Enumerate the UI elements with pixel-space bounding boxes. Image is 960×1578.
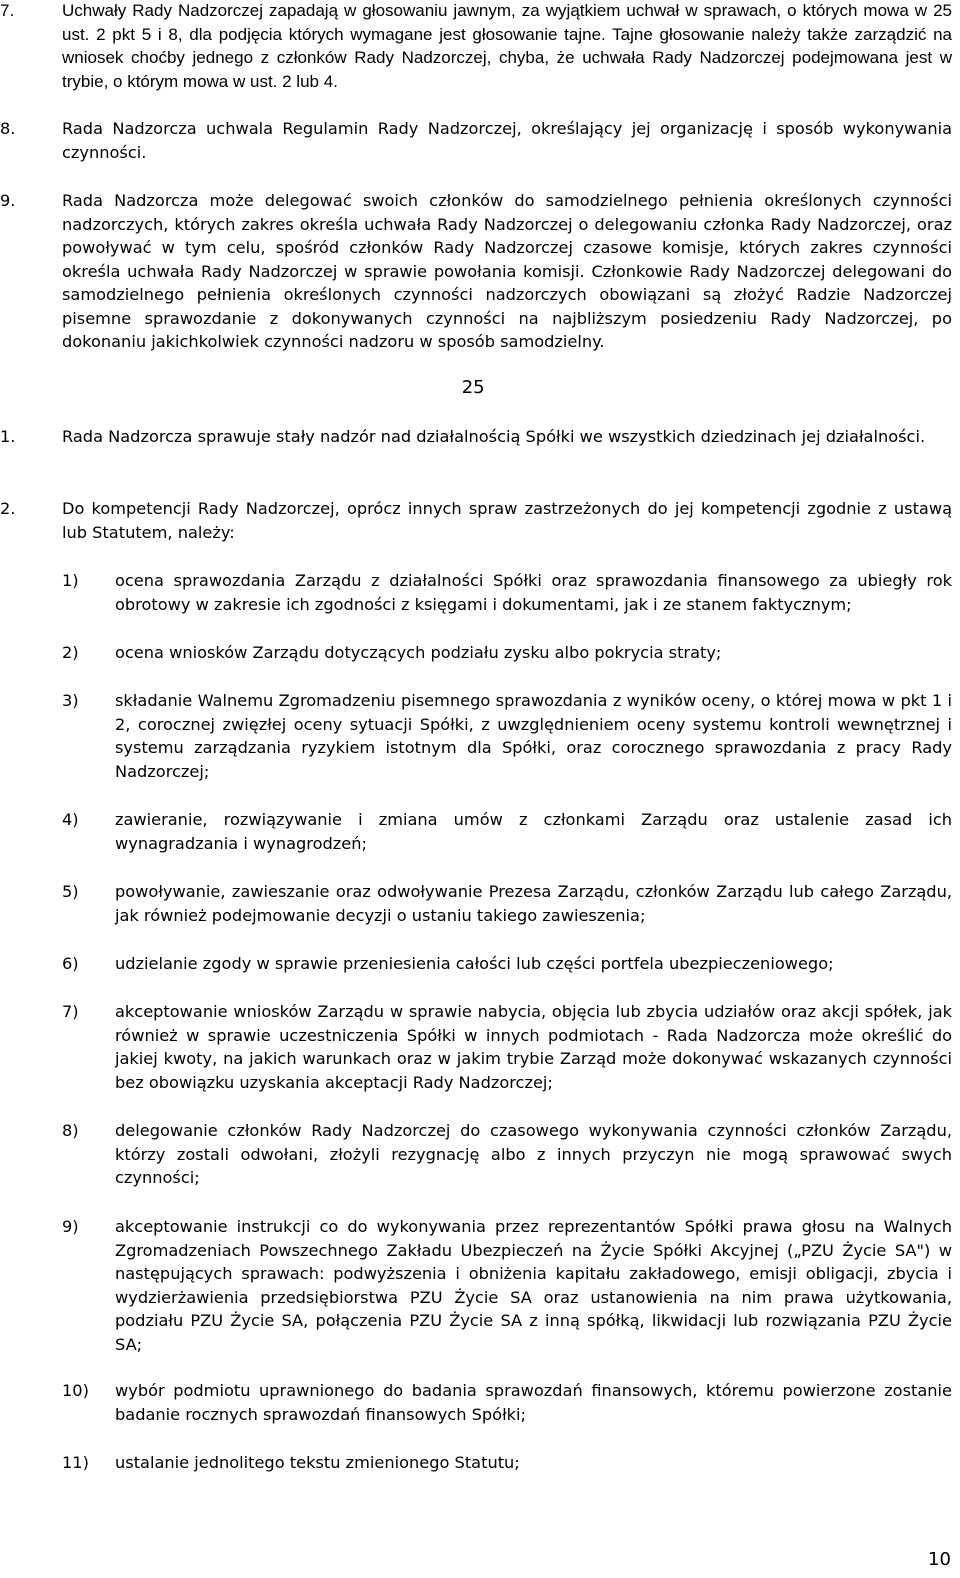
paragraph-text: Rada Nadzorcza sprawuje stały nadzór nad działalnością Spółki we wszystkich dziedzinach jej działalności. xyxy=(62,427,926,446)
list-item-number: 7) xyxy=(62,1002,79,1021)
paragraph-text: Rada Nadzorcza może delegować swoich członków do samodzielnego pełnienia określonych czynności nadzorczych, których zakres określa uchwała Rady Nadzorczej o delegowaniu członka Rady Nadzorczej, oraz powoływać w tym celu, spośród członków Rady Nadzorczej czasowe komisje, których zakres czynności określa uchwała Rady Nadzorczej w sprawie powołania komisji. Członkowie Rady Nadzorczej delegowani do samodzielnego pełnienia określonych czynności nadzorczych obowiązani są złożyć Radzie Nadzorczej pisemne sprawozdanie z dokonywanych czynności na najbliższym posiedzeniu Rady Nadzorczej, po dokonaniu jakichkolwiek czynności nadzoru w sposób samodzielny. xyxy=(62,191,952,351)
list-item-text: składanie Walnemu Zgromadzeniu pisemnego sprawozdania z wyników oceny, o której mowa w pkt 1 i 2, corocznej zwięzłej oceny sytuacji Spółki, z uwzględnieniem oceny systemu kontroli wewnętrznej i systemu zarządzania ryzykiem istotnym dla Spółki, oraz corocznego sprawozdania z pracy Rady Nadzorczej; xyxy=(115,691,952,781)
paragraph-text: Rada Nadzorcza uchwala Regulamin Rady Nadzorczej, określający jej organizację i sposób wykonywania czynności. xyxy=(62,119,952,162)
list-item-number: 11) xyxy=(62,1453,89,1472)
list-item-number: 2) xyxy=(62,643,79,662)
section-number: 25 xyxy=(461,377,485,398)
list-item-number: 5) xyxy=(62,882,79,901)
list-item-number: 9) xyxy=(62,1217,79,1236)
list-item-number: 4) xyxy=(62,810,79,829)
section-heading xyxy=(456,376,485,400)
list-item-text: wybór podmiotu uprawnionego do badania sprawozdań finansowych, któremu powierzone zostanie badanie rocznych sprawozdań finansowych Spółki; xyxy=(115,1381,952,1424)
list-item-text: powoływanie, zawieszanie oraz odwoływanie Prezesa Zarządu, członków Zarządu lub całego Zarządu, jak również podejmowanie decyzji o ustaniu takiego zawieszenia; xyxy=(115,882,952,925)
list-item-text: akceptowanie wniosków Zarządu w sprawie nabycia, objęcia lub zbycia udziałów oraz akcji spółek, jak również w sprawie uczestniczenia Spółki w innych podmiotach - Rada Nadzorcza może określić do jakiej kwoty, na jakich warunkach oraz w jakim trybie Zarząd może dokonywać wskazanych czynności bez obowiązku uzyskania akceptacji Rady Nadzorczej; xyxy=(115,1002,952,1092)
list-item-number: 8) xyxy=(62,1121,79,1140)
paragraph-number: 9. xyxy=(0,191,16,210)
paragraph-number: 1. xyxy=(0,427,16,446)
list-item-text: udzielanie zgody w sprawie przeniesienia całości lub części portfela ubezpieczeniowego; xyxy=(115,954,834,973)
paragraph-number: 7. xyxy=(0,1,15,20)
list-item-text: ocena wniosków Zarządu dotyczących podziału zysku albo pokrycia straty; xyxy=(115,643,722,662)
paragraph-text: Uchwały Rady Nadzorczej zapadają w głosowaniu jawnym, za wyjątkiem uchwał w sprawach, o których mowa w 25 ust. 2 pkt 5 i 8, dla podjęcia których wymagane jest głosowanie tajne. Tajne głosowanie należy także zarządzić na wniosek choćby jednego z członków Rady Nadzorczej, chyba, że uchwała Rady Nadzorczej podejmowana jest w trybie, o którym mowa w ust. 2 lub 4. xyxy=(62,1,952,91)
list-item-text: ocena sprawozdania Zarządu z działalności Spółki oraz sprawozdania finansowego za ubiegły rok obrotowy w zakresie ich zgodności z księgami i dokumentami, jak i ze stanem faktycznym; xyxy=(115,571,952,614)
list-item-number: 10) xyxy=(62,1381,89,1400)
list-item-text: akceptowanie instrukcji co do wykonywania przez reprezentantów Spółki prawa głosu na Walnych Zgromadzeniach Powszechnego Zakładu Ubezpieczeń na Życie Spółki Akcyjnej („PZU Życie SA") w następujących sprawach: podwyższenia i obniżenia kapitału zakładowego, emisji obligacji, zbycia i wydzierżawienia przedsiębiorstwa PZU Życie SA oraz ustanowienia na nim prawa użytkowania, podziału PZU Życie SA, połączenia PZU Życie SA z inną spółką, likwidacji lub rozwiązania PZU Życie SA; xyxy=(115,1217,952,1354)
list-item-number: 1) xyxy=(62,571,79,590)
paragraph-number: 2. xyxy=(0,499,16,518)
list-item-number: 6) xyxy=(62,954,79,973)
list-item-text: delegowanie członków Rady Nadzorczej do czasowego wykonywania czynności członków Zarządu, którzy zostali odwołani, złożyli rezygnację albo z innych przyczyn nie mogą sprawować swych czynności; xyxy=(115,1121,952,1187)
list-item-text: zawieranie, rozwiązywanie i zmiana umów z członkami Zarządu oraz ustalenie zasad ich wynagradzania i wynagrodzeń; xyxy=(115,810,952,853)
list-item-text: ustalanie jednolitego tekstu zmienionego Statutu; xyxy=(115,1453,520,1472)
list-item-number: 3) xyxy=(62,691,79,710)
page-number: 10 xyxy=(928,1549,951,1570)
paragraph-number: 8. xyxy=(0,119,16,138)
paragraph-text: Do kompetencji Rady Nadzorczej, oprócz innych spraw zastrzeżonych do jej kompetencji zgodnie z ustawą lub Statutem, należy: xyxy=(62,499,952,542)
